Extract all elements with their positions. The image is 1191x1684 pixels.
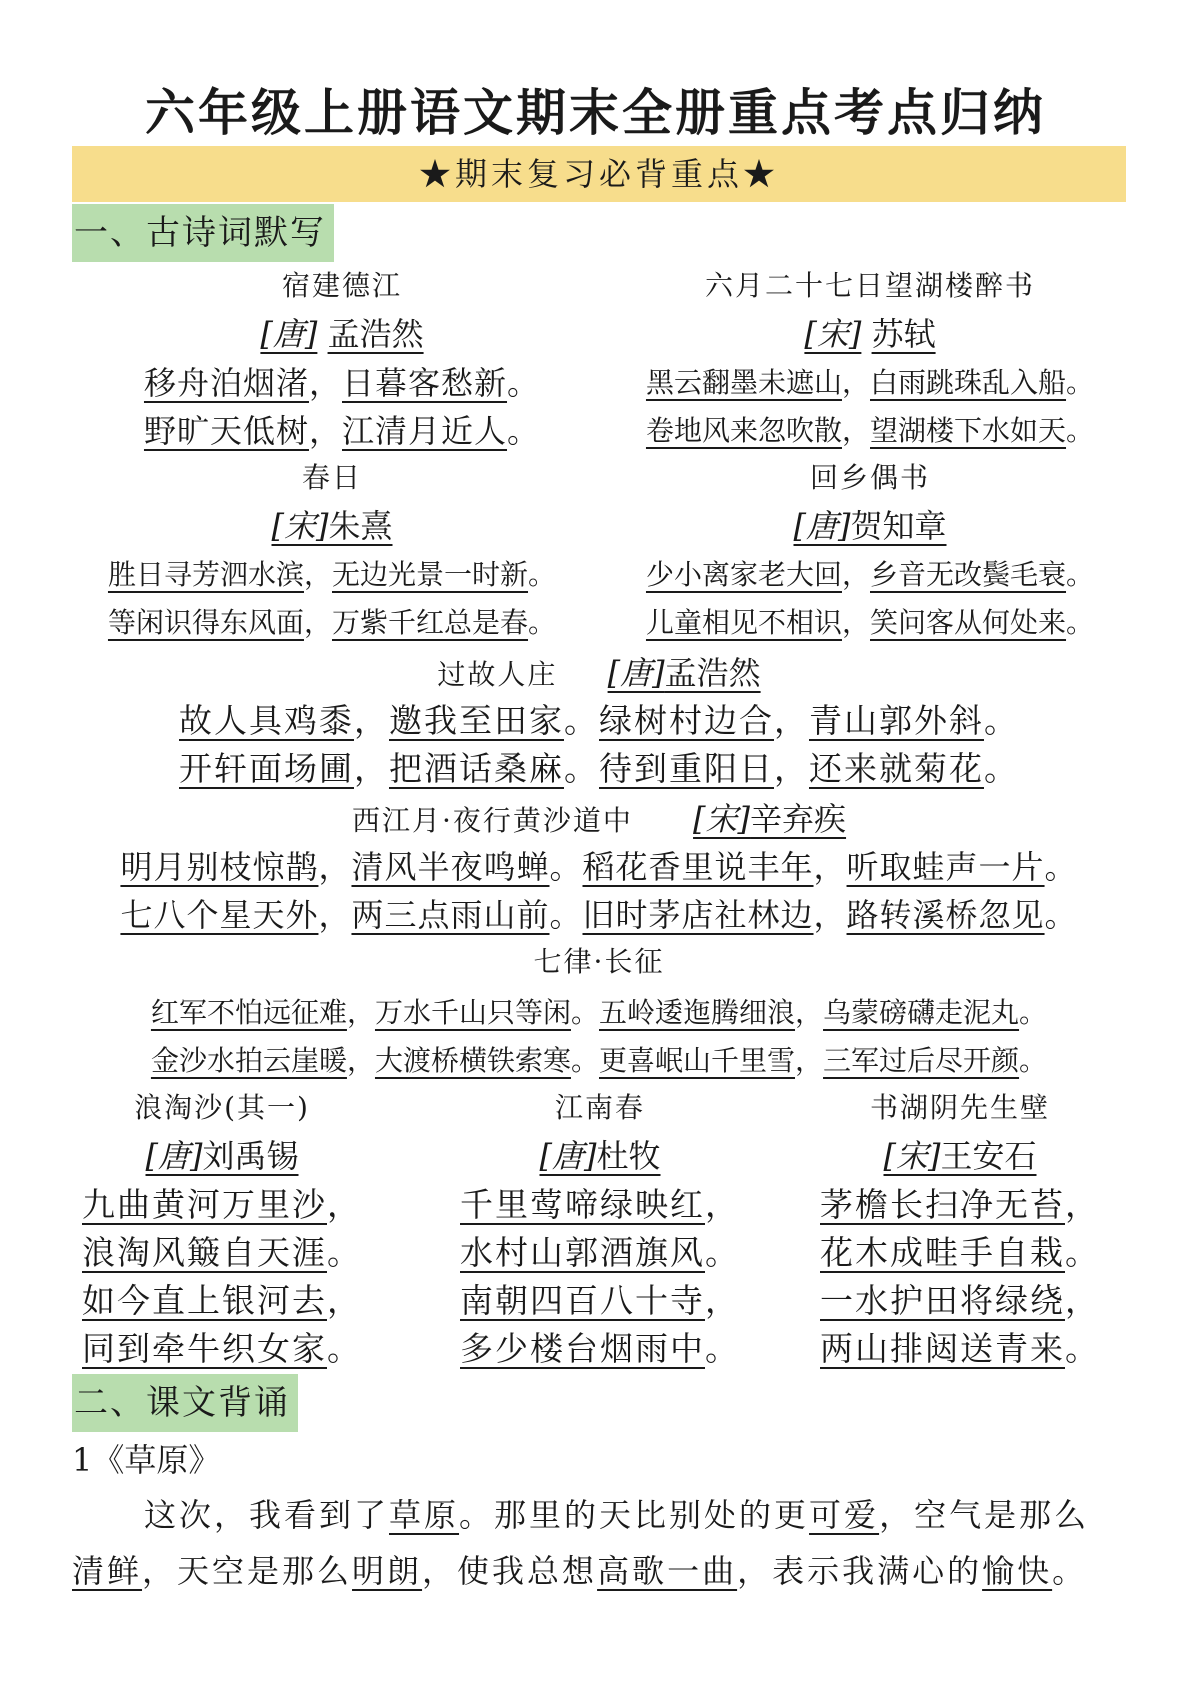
poem-line: 故人具鸡黍，邀我至田家。绿树村边合，青山郭外斜。 xyxy=(179,701,1019,740)
poem-title: 春日 xyxy=(301,461,362,494)
poem-title: 七律·长征 xyxy=(533,945,665,978)
poem-line: 少小离家老大回，乡音无改鬓毛衰。 xyxy=(645,558,1095,591)
poem-author: [宋]王安石 xyxy=(883,1137,1037,1175)
poem-line: 金沙水拍云崖暖，大渡桥横铁索寒。更喜岷山千里雪，三军过后尽开颜。 xyxy=(150,1044,1048,1077)
poem-line: 两山排闼送青来。 xyxy=(820,1329,1100,1368)
poem-title: 过故人庄 xyxy=(437,658,558,691)
poem-author-name: 辛弃疾 xyxy=(750,800,847,838)
poem-dynasty: [宋] xyxy=(804,315,862,353)
poem-line: 开轩面场圃，把酒话桑麻。待到重阳日，还来就菊花。 xyxy=(179,749,1019,788)
poem-line: 一水护田将绿绕， xyxy=(820,1281,1100,1320)
poem-line: 移舟泊烟渚，日暮客愁新。 xyxy=(143,364,541,402)
poem-dynasty: [唐] xyxy=(260,315,318,353)
poem-line: 如今直上银河去， xyxy=(82,1281,362,1320)
poem-title: 江南春 xyxy=(554,1091,645,1124)
poem-author: [唐]杜牧 xyxy=(539,1137,661,1175)
poem-line: 明月别枝惊鹊，清风半夜鸣蝉。稻花香里说丰年，听取蛙声一片。 xyxy=(120,848,1078,886)
poem-title: 西江月·夜行黄沙道中 xyxy=(351,804,633,837)
poem-dynasty: [宋] xyxy=(693,800,751,838)
lesson-paragraph-line-1: 这次，我看到了草原。那里的天比别处的更可爱，空气是那么 xyxy=(144,1496,1090,1534)
lesson-paragraph-line-2: 清鲜，天空是那么明朗，使我总想高歌一曲，表示我满心的愉快。 xyxy=(72,1552,1088,1590)
poem-author: [唐]刘禹锡 xyxy=(145,1137,299,1175)
poem-line: 花木成畦手自栽。 xyxy=(820,1233,1100,1272)
poem-author-name: 苏轼 xyxy=(871,315,936,353)
poem-line: 黑云翻墨未遮山，白雨跳珠乱入船。 xyxy=(645,366,1095,399)
poem-dynasty: [唐] xyxy=(793,507,851,545)
poem-line: 九曲黄河万里沙， xyxy=(82,1185,362,1224)
poem-line: 卷地风来忽吹散，望湖楼下水如天。 xyxy=(645,414,1095,447)
poem-dynasty: [唐] xyxy=(607,654,665,692)
poem-line: 水村山郭酒旗风。 xyxy=(460,1233,740,1272)
poem-heading xyxy=(72,796,1126,848)
lesson-heading: 1《草原》 xyxy=(72,1441,221,1479)
poem-line: 千里莺啼绿映红， xyxy=(460,1185,740,1224)
poem-title: 宿建德江 xyxy=(281,269,402,302)
poem-line: 茅檐长扫净无苔， xyxy=(820,1185,1100,1224)
poem-author-name: 孟浩然 xyxy=(664,654,761,692)
poem-line: 多少楼台烟雨中。 xyxy=(460,1329,740,1368)
poem-author xyxy=(72,504,592,548)
page-title: 六年级上册语文期末全册重点考点归纳 xyxy=(145,84,1046,142)
poem-line: 等闲识得东风面，万紫千红总是春。 xyxy=(107,606,557,639)
poem-line: 浪淘风簸自天涯。 xyxy=(82,1233,362,1272)
section-heading-recitation: 二、课文背诵 xyxy=(72,1374,298,1432)
poem-line: 红军不怕远征难，万水千山只等闲。五岭逶迤腾细浪，乌蒙磅礴走泥丸。 xyxy=(150,996,1048,1029)
highlight-banner: ★期末复习必背重点★ xyxy=(72,146,1126,202)
poem-line: 儿童相见不相识，笑问客从何处来。 xyxy=(645,606,1095,639)
poem-author xyxy=(82,312,602,356)
poem-title: 书湖阴先生壁 xyxy=(869,1091,1050,1124)
poem-line: 南朝四百八十寺， xyxy=(460,1281,740,1320)
poem-line: 野旷天低树，江清月近人。 xyxy=(143,412,541,450)
poem-author-name: 孟浩然 xyxy=(327,315,424,353)
poem-title: 回乡偶书 xyxy=(809,461,930,494)
poem-line: 同到牵牛织女家。 xyxy=(82,1329,362,1368)
poem-dynasty: [宋] xyxy=(271,507,329,545)
poem-line: 胜日寻芳泗水滨，无边光景一时新。 xyxy=(107,558,557,591)
poem-title: 六月二十七日望湖楼醉书 xyxy=(704,269,1035,302)
poem-author xyxy=(610,312,1130,356)
poem-author-name: 朱熹 xyxy=(328,507,393,545)
poem-line: 七八个星天外，两三点雨山前。旧时茅店社林边，路转溪桥忽见。 xyxy=(120,896,1078,934)
section-heading-poems: 一、古诗词默写 xyxy=(72,204,334,262)
poem-title: 浪淘沙(其一) xyxy=(134,1091,310,1124)
poem-author-name: 贺知章 xyxy=(850,507,947,545)
poem-heading xyxy=(72,650,1126,702)
poem-author xyxy=(610,504,1130,548)
